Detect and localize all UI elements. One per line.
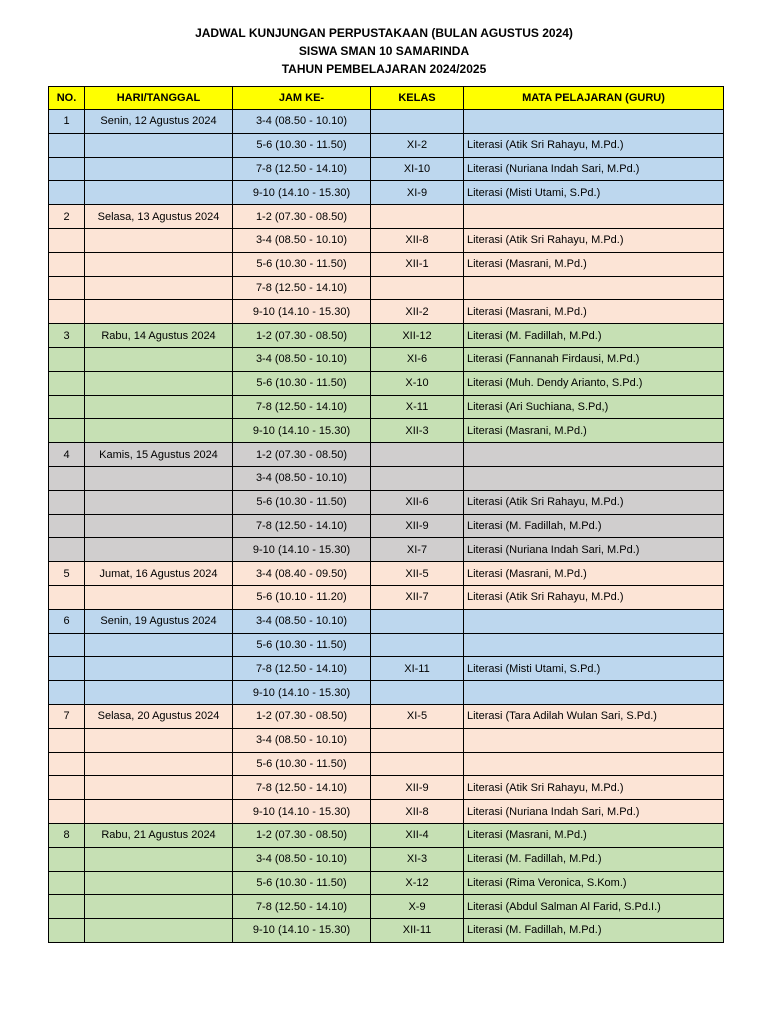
- cell-no: [49, 252, 85, 276]
- cell-no: [49, 133, 85, 157]
- cell-jam-ke: 9-10 (14.10 - 15.30): [233, 419, 371, 443]
- cell-hari-tanggal: Selasa, 13 Agustus 2024: [85, 205, 233, 229]
- cell-mata-pelajaran: Literasi (Fannanah Firdausi, M.Pd.): [464, 347, 724, 371]
- cell-mata-pelajaran: Literasi (Misti Utami, S.Pd.): [464, 657, 724, 681]
- table-row: [49, 847, 724, 871]
- cell-mata-pelajaran: [464, 752, 724, 776]
- cell-kelas: XII-7: [371, 585, 464, 609]
- cell-jam-ke: 7-8 (12.50 - 14.10): [233, 514, 371, 538]
- cell-mata-pelajaran: [464, 609, 724, 633]
- cell-no: [49, 157, 85, 181]
- cell-hari-tanggal: [85, 800, 233, 824]
- cell-hari-tanggal: [85, 752, 233, 776]
- cell-kelas: XII-1: [371, 252, 464, 276]
- cell-jam-ke: 7-8 (12.50 - 14.10): [233, 395, 371, 419]
- cell-kelas: XI-2: [371, 133, 464, 157]
- cell-no: [49, 228, 85, 252]
- table-row: [49, 562, 724, 586]
- cell-kelas: XI-11: [371, 657, 464, 681]
- table-row: [49, 514, 724, 538]
- table-row: [49, 347, 724, 371]
- cell-no: [49, 919, 85, 943]
- cell-no: [49, 181, 85, 205]
- cell-jam-ke: 9-10 (14.10 - 15.30): [233, 681, 371, 705]
- cell-mata-pelajaran: Literasi (M. Fadillah, M.Pd.): [464, 919, 724, 943]
- cell-mata-pelajaran: [464, 681, 724, 705]
- table-row: [49, 300, 724, 324]
- cell-kelas: XII-5: [371, 562, 464, 586]
- cell-no: [49, 300, 85, 324]
- table-row: [49, 419, 724, 443]
- cell-hari-tanggal: [85, 514, 233, 538]
- cell-mata-pelajaran: Literasi (Masrani, M.Pd.): [464, 300, 724, 324]
- table-row: [49, 276, 724, 300]
- table-row: [49, 157, 724, 181]
- cell-no: [49, 347, 85, 371]
- cell-kelas: XII-4: [371, 823, 464, 847]
- cell-no: [49, 466, 85, 490]
- cell-mata-pelajaran: Literasi (Nuriana Indah Sari, M.Pd.): [464, 157, 724, 181]
- table-row: [49, 871, 724, 895]
- cell-no: [49, 538, 85, 562]
- table-row: [49, 205, 724, 229]
- table-row: [49, 252, 724, 276]
- table-row: [49, 466, 724, 490]
- document-title: [0, 24, 768, 78]
- table-row: [49, 919, 724, 943]
- cell-kelas: [371, 633, 464, 657]
- header-hari-tanggal: HARI/TANGGAL: [85, 87, 233, 110]
- cell-no: [49, 847, 85, 871]
- cell-no: [49, 895, 85, 919]
- cell-no: [49, 585, 85, 609]
- cell-hari-tanggal: [85, 466, 233, 490]
- cell-mata-pelajaran: Literasi (M. Fadillah, M.Pd.): [464, 324, 724, 348]
- cell-no: 6: [49, 609, 85, 633]
- cell-jam-ke: 9-10 (14.10 - 15.30): [233, 919, 371, 943]
- cell-hari-tanggal: [85, 633, 233, 657]
- cell-mata-pelajaran: Literasi (Nuriana Indah Sari, M.Pd.): [464, 800, 724, 824]
- cell-mata-pelajaran: Literasi (Abdul Salman Al Farid, S.Pd.I.): [464, 895, 724, 919]
- cell-hari-tanggal: [85, 300, 233, 324]
- cell-hari-tanggal: [85, 776, 233, 800]
- cell-no: 3: [49, 324, 85, 348]
- cell-no: [49, 371, 85, 395]
- cell-no: 7: [49, 704, 85, 728]
- cell-jam-ke: 7-8 (12.50 - 14.10): [233, 776, 371, 800]
- table-row: [49, 895, 724, 919]
- cell-hari-tanggal: [85, 157, 233, 181]
- cell-kelas: XII-6: [371, 490, 464, 514]
- cell-mata-pelajaran: [464, 110, 724, 134]
- table-row: [49, 371, 724, 395]
- table-row: [49, 228, 724, 252]
- cell-jam-ke: 3-4 (08.50 - 10.10): [233, 728, 371, 752]
- cell-no: 2: [49, 205, 85, 229]
- table-body: [49, 110, 724, 943]
- cell-mata-pelajaran: Literasi (Tara Adilah Wulan Sari, S.Pd.): [464, 704, 724, 728]
- cell-hari-tanggal: Senin, 12 Agustus 2024: [85, 110, 233, 134]
- cell-hari-tanggal: [85, 395, 233, 419]
- cell-jam-ke: 3-4 (08.50 - 10.10): [233, 228, 371, 252]
- cell-no: 8: [49, 823, 85, 847]
- cell-no: [49, 276, 85, 300]
- cell-no: [49, 728, 85, 752]
- cell-mata-pelajaran: [464, 728, 724, 752]
- table-header-row: [49, 87, 724, 110]
- title-line-3: TAHUN PEMBELAJARAN 2024/2025: [281, 62, 487, 76]
- table-row: [49, 657, 724, 681]
- table-row: [49, 633, 724, 657]
- cell-jam-ke: 1-2 (07.30 - 08.50): [233, 443, 371, 467]
- cell-no: [49, 490, 85, 514]
- table-row: [49, 752, 724, 776]
- cell-kelas: X-10: [371, 371, 464, 395]
- cell-hari-tanggal: [85, 871, 233, 895]
- cell-jam-ke: 5-6 (10.10 - 11.20): [233, 585, 371, 609]
- cell-kelas: X-9: [371, 895, 464, 919]
- cell-hari-tanggal: [85, 538, 233, 562]
- cell-mata-pelajaran: Literasi (Rima Veronica, S.Kom.): [464, 871, 724, 895]
- cell-jam-ke: 1-2 (07.30 - 08.50): [233, 704, 371, 728]
- header-no: NO.: [49, 87, 85, 110]
- table-row: [49, 443, 724, 467]
- table-row: [49, 823, 724, 847]
- cell-mata-pelajaran: [464, 466, 724, 490]
- cell-hari-tanggal: [85, 252, 233, 276]
- cell-kelas: [371, 443, 464, 467]
- cell-hari-tanggal: [85, 181, 233, 205]
- cell-kelas: [371, 681, 464, 705]
- table-row: [49, 538, 724, 562]
- cell-mata-pelajaran: Literasi (Masrani, M.Pd.): [464, 562, 724, 586]
- cell-jam-ke: 1-2 (07.30 - 08.50): [233, 823, 371, 847]
- cell-jam-ke: 5-6 (10.30 - 11.50): [233, 752, 371, 776]
- cell-kelas: [371, 752, 464, 776]
- table-row: [49, 133, 724, 157]
- cell-jam-ke: 1-2 (07.30 - 08.50): [233, 324, 371, 348]
- cell-hari-tanggal: Jumat, 16 Agustus 2024: [85, 562, 233, 586]
- cell-hari-tanggal: Kamis, 15 Agustus 2024: [85, 443, 233, 467]
- cell-mata-pelajaran: Literasi (M. Fadillah, M.Pd.): [464, 847, 724, 871]
- cell-mata-pelajaran: [464, 205, 724, 229]
- cell-kelas: [371, 466, 464, 490]
- cell-hari-tanggal: [85, 728, 233, 752]
- header-kelas: KELAS: [371, 87, 464, 110]
- cell-mata-pelajaran: Literasi (Atik Sri Rahayu, M.Pd.): [464, 133, 724, 157]
- cell-hari-tanggal: [85, 276, 233, 300]
- cell-no: [49, 681, 85, 705]
- cell-jam-ke: 3-4 (08.50 - 10.10): [233, 110, 371, 134]
- cell-no: [49, 800, 85, 824]
- cell-mata-pelajaran: Literasi (M. Fadillah, M.Pd.): [464, 514, 724, 538]
- cell-jam-ke: 5-6 (10.30 - 11.50): [233, 490, 371, 514]
- cell-jam-ke: 3-4 (08.50 - 10.10): [233, 847, 371, 871]
- cell-jam-ke: 7-8 (12.50 - 14.10): [233, 157, 371, 181]
- cell-mata-pelajaran: Literasi (Atik Sri Rahayu, M.Pd.): [464, 490, 724, 514]
- cell-jam-ke: 5-6 (10.30 - 11.50): [233, 871, 371, 895]
- table-row: [49, 395, 724, 419]
- cell-no: [49, 633, 85, 657]
- cell-jam-ke: 3-4 (08.50 - 10.10): [233, 609, 371, 633]
- cell-jam-ke: 5-6 (10.30 - 11.50): [233, 371, 371, 395]
- cell-mata-pelajaran: [464, 276, 724, 300]
- table-row: [49, 490, 724, 514]
- cell-kelas: [371, 276, 464, 300]
- cell-kelas: [371, 205, 464, 229]
- cell-kelas: XI-7: [371, 538, 464, 562]
- cell-jam-ke: 9-10 (14.10 - 15.30): [233, 538, 371, 562]
- cell-jam-ke: 7-8 (12.50 - 14.10): [233, 895, 371, 919]
- cell-no: [49, 419, 85, 443]
- cell-mata-pelajaran: Literasi (Nuriana Indah Sari, M.Pd.): [464, 538, 724, 562]
- cell-no: 5: [49, 562, 85, 586]
- cell-hari-tanggal: [85, 919, 233, 943]
- cell-mata-pelajaran: Literasi (Masrani, M.Pd.): [464, 419, 724, 443]
- schedule-table: [48, 86, 724, 943]
- table-row: [49, 324, 724, 348]
- cell-jam-ke: 3-4 (08.50 - 10.10): [233, 466, 371, 490]
- cell-mata-pelajaran: Literasi (Misti Utami, S.Pd.): [464, 181, 724, 205]
- cell-no: [49, 657, 85, 681]
- header-mata-pelajaran: MATA PELAJARAN (GURU): [464, 87, 724, 110]
- cell-no: [49, 871, 85, 895]
- cell-hari-tanggal: [85, 347, 233, 371]
- table-row: [49, 776, 724, 800]
- cell-hari-tanggal: Rabu, 21 Agustus 2024: [85, 823, 233, 847]
- table-row: [49, 181, 724, 205]
- cell-jam-ke: 9-10 (14.10 - 15.30): [233, 300, 371, 324]
- cell-mata-pelajaran: [464, 633, 724, 657]
- cell-jam-ke: 5-6 (10.30 - 11.50): [233, 133, 371, 157]
- cell-kelas: [371, 110, 464, 134]
- cell-jam-ke: 7-8 (12.50 - 14.10): [233, 276, 371, 300]
- cell-hari-tanggal: [85, 490, 233, 514]
- cell-kelas: XI-3: [371, 847, 464, 871]
- table-row: [49, 728, 724, 752]
- cell-kelas: XI-9: [371, 181, 464, 205]
- table-row: [49, 800, 724, 824]
- cell-no: 1: [49, 110, 85, 134]
- cell-jam-ke: 3-4 (08.50 - 10.10): [233, 347, 371, 371]
- cell-hari-tanggal: [85, 133, 233, 157]
- title-line-1: JADWAL KUNJUNGAN PERPUSTAKAAN (BULAN AGUSTUS 2024): [195, 26, 573, 40]
- cell-kelas: X-11: [371, 395, 464, 419]
- cell-jam-ke: 1-2 (07.30 - 08.50): [233, 205, 371, 229]
- table-row: [49, 585, 724, 609]
- cell-mata-pelajaran: Literasi (Atik Sri Rahayu, M.Pd.): [464, 228, 724, 252]
- cell-no: 4: [49, 443, 85, 467]
- cell-jam-ke: 5-6 (10.30 - 11.50): [233, 252, 371, 276]
- cell-kelas: XII-3: [371, 419, 464, 443]
- cell-jam-ke: 3-4 (08.40 - 09.50): [233, 562, 371, 586]
- title-line-2: SISWA SMAN 10 SAMARINDA: [298, 44, 470, 58]
- cell-kelas: XII-8: [371, 800, 464, 824]
- cell-jam-ke: 9-10 (14.10 - 15.30): [233, 181, 371, 205]
- cell-kelas: XII-8: [371, 228, 464, 252]
- cell-kelas: XII-9: [371, 514, 464, 538]
- cell-kelas: XI-6: [371, 347, 464, 371]
- cell-mata-pelajaran: Literasi (Masrani, M.Pd.): [464, 823, 724, 847]
- header-jam-ke: JAM KE-: [233, 87, 371, 110]
- cell-kelas: XI-10: [371, 157, 464, 181]
- table-row: [49, 704, 724, 728]
- cell-hari-tanggal: [85, 228, 233, 252]
- cell-no: [49, 752, 85, 776]
- cell-no: [49, 514, 85, 538]
- cell-kelas: XI-5: [371, 704, 464, 728]
- cell-no: [49, 776, 85, 800]
- cell-mata-pelajaran: Literasi (Ari Suchiana, S.Pd,): [464, 395, 724, 419]
- cell-hari-tanggal: Selasa, 20 Agustus 2024: [85, 704, 233, 728]
- cell-hari-tanggal: [85, 371, 233, 395]
- cell-hari-tanggal: Rabu, 14 Agustus 2024: [85, 324, 233, 348]
- cell-jam-ke: 5-6 (10.30 - 11.50): [233, 633, 371, 657]
- cell-no: [49, 395, 85, 419]
- cell-mata-pelajaran: Literasi (Muh. Dendy Arianto, S.Pd.): [464, 371, 724, 395]
- cell-mata-pelajaran: Literasi (Masrani, M.Pd.): [464, 252, 724, 276]
- cell-hari-tanggal: [85, 585, 233, 609]
- table-row: [49, 681, 724, 705]
- cell-hari-tanggal: [85, 657, 233, 681]
- cell-jam-ke: 9-10 (14.10 - 15.30): [233, 800, 371, 824]
- cell-jam-ke: 7-8 (12.50 - 14.10): [233, 657, 371, 681]
- cell-mata-pelajaran: Literasi (Atik Sri Rahayu, M.Pd.): [464, 776, 724, 800]
- cell-kelas: XII-2: [371, 300, 464, 324]
- cell-hari-tanggal: [85, 847, 233, 871]
- cell-kelas: XII-11: [371, 919, 464, 943]
- cell-hari-tanggal: [85, 895, 233, 919]
- cell-hari-tanggal: Senin, 19 Agustus 2024: [85, 609, 233, 633]
- cell-kelas: [371, 728, 464, 752]
- cell-kelas: X-12: [371, 871, 464, 895]
- table-row: [49, 609, 724, 633]
- cell-hari-tanggal: [85, 681, 233, 705]
- cell-kelas: XII-12: [371, 324, 464, 348]
- cell-mata-pelajaran: [464, 443, 724, 467]
- cell-kelas: XII-9: [371, 776, 464, 800]
- cell-mata-pelajaran: Literasi (Atik Sri Rahayu, M.Pd.): [464, 585, 724, 609]
- table-row: [49, 110, 724, 134]
- cell-hari-tanggal: [85, 419, 233, 443]
- cell-kelas: [371, 609, 464, 633]
